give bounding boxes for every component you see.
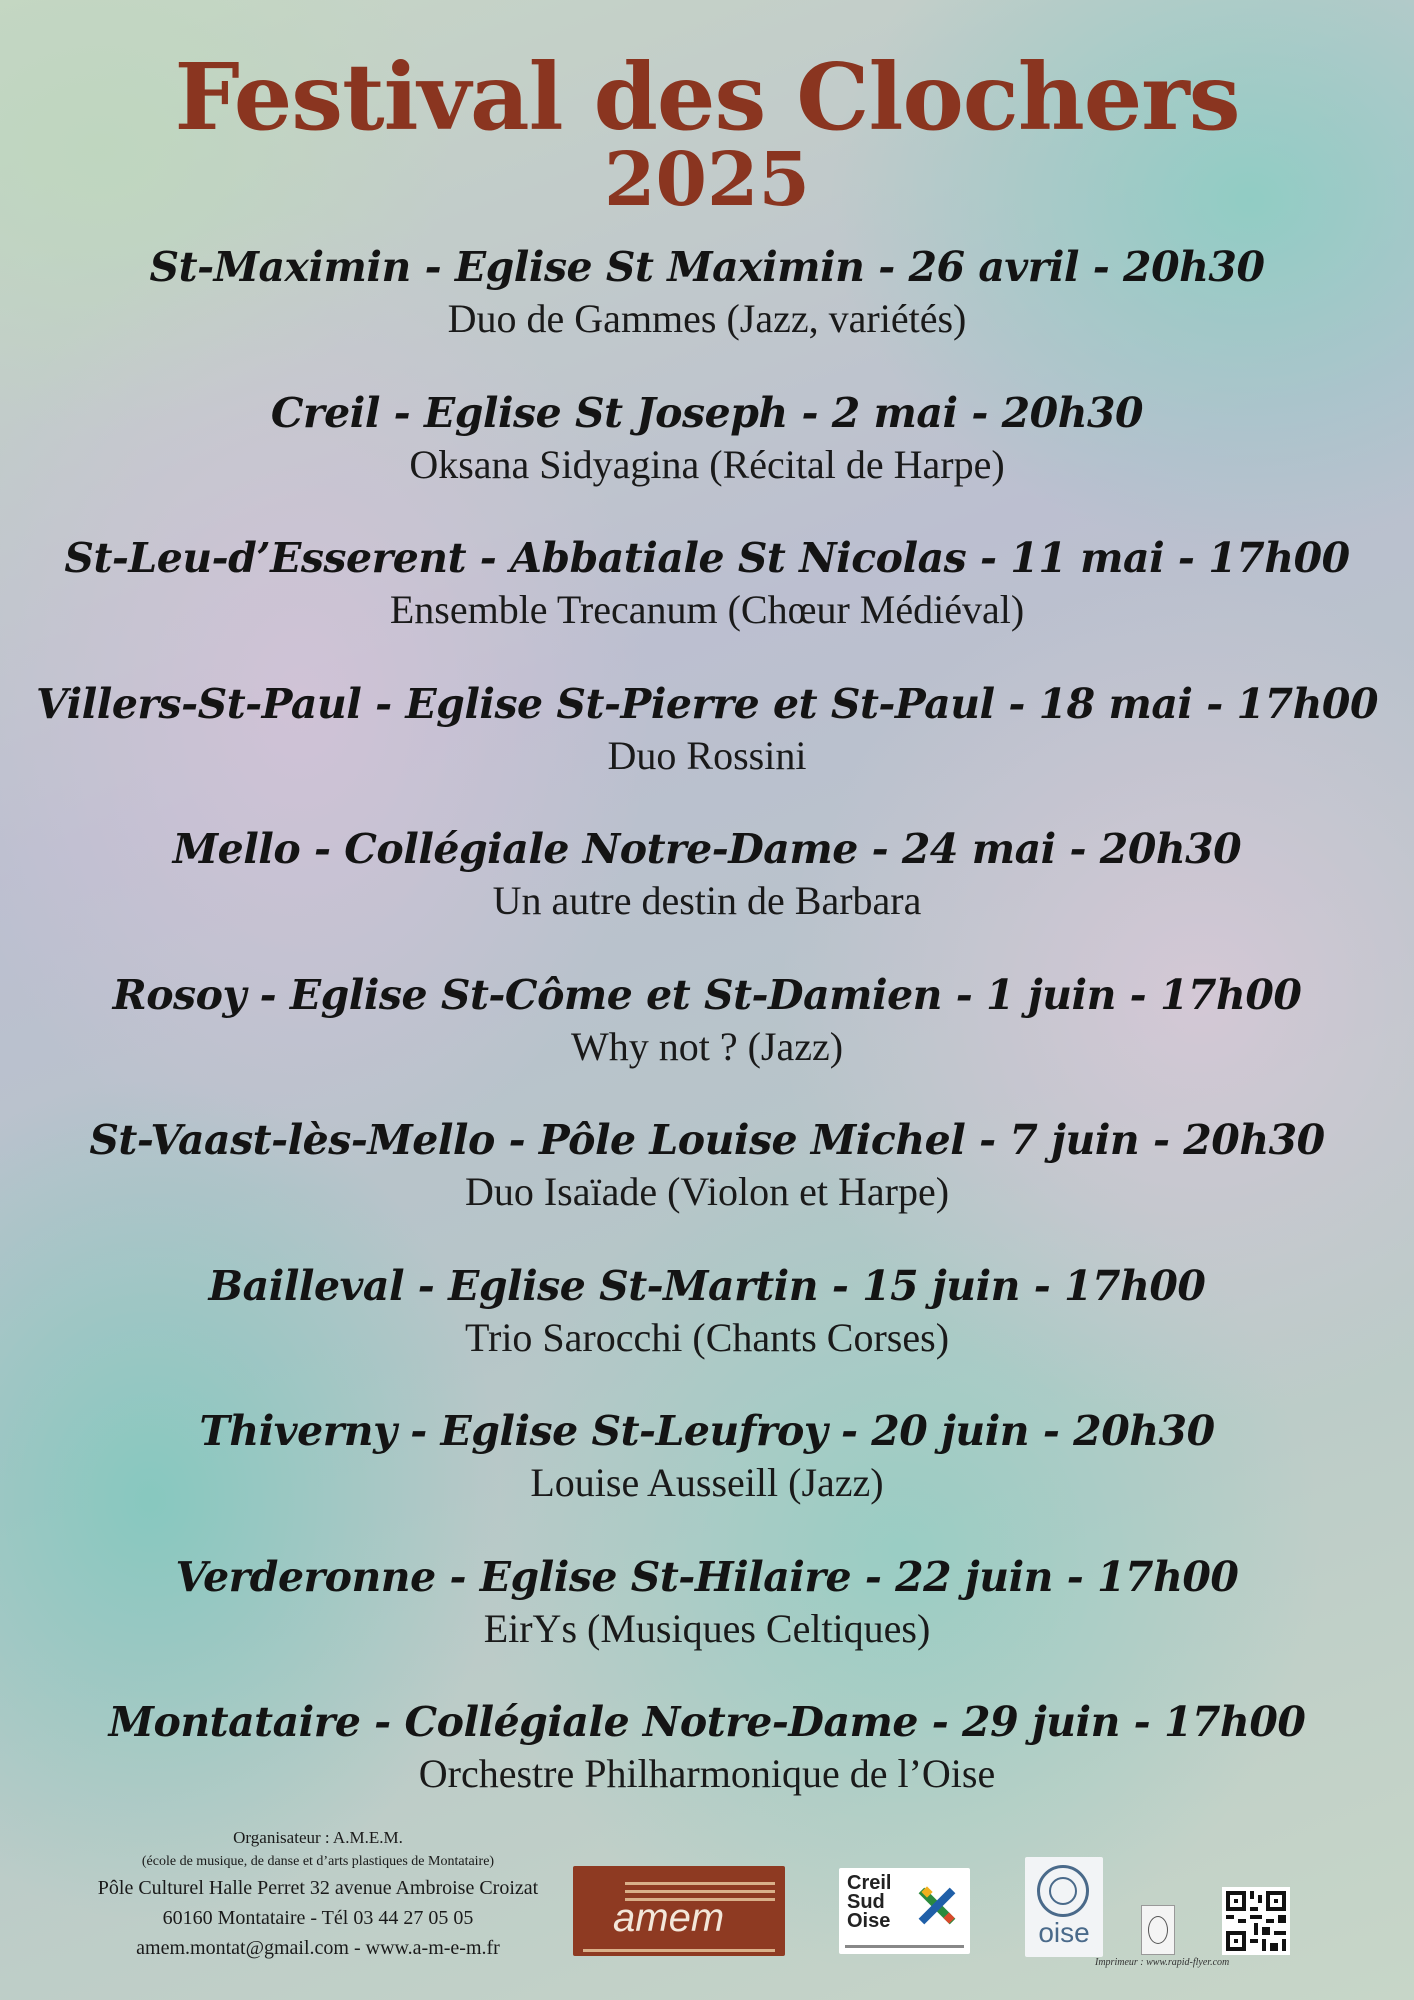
event-program: Trio Sarocchi (Chants Corses) (464, 1314, 950, 1360)
creil-sud-oise-logo-subtitle (845, 1945, 964, 1948)
event-heading: St-Leu-d’Esserent - Abbatiale St Nicolas - 11 mai - 17h00 (64, 534, 1350, 582)
oise-logo-text: oise (1038, 1917, 1090, 1948)
organizer-address: Pôle Culturel Halle Perret 32 avenue Ambroise Croizat (97, 1877, 539, 1899)
printer-credit: Imprimeur : www.rapid-flyer.com (1095, 1957, 1230, 1968)
qr-code-icon[interactable] (1222, 1887, 1290, 1955)
event-heading: St-Maximin - Eglise St Maximin - 26 avril - 20h30 (149, 243, 1265, 291)
oise-department-logo (1025, 1857, 1103, 1957)
organizer-info (78, 1825, 558, 1963)
event-program: Why not ? (Jazz) (570, 1023, 844, 1069)
event-program: Duo Rossini (607, 732, 807, 778)
event-item (0, 240, 1414, 386)
event-item (0, 822, 1414, 968)
event-heading: Bailleval - Eglise St-Martin - 15 juin - 17h00 (208, 1261, 1206, 1310)
event-heading: Mello - Collégiale Notre-Dame - 24 mai - 20h30 (172, 825, 1242, 873)
event-item (0, 386, 1414, 532)
event-program: Duo Isaïade (Violon et Harpe) (464, 1169, 950, 1214)
organizer-phone: 60160 Montataire - Tél 03 44 27 05 05 (162, 1907, 474, 1929)
amem-logo (573, 1866, 785, 1956)
festival-year: 2025 (604, 137, 810, 223)
event-item (0, 1259, 1414, 1405)
event-heading: Verderonne - Eglise St-Hilaire - 22 juin - 17h00 (175, 1552, 1239, 1601)
event-program: Orchestre Philharmonique de l’Oise (418, 1751, 996, 1796)
festival-title: Festival des Clochers (174, 43, 1240, 151)
event-item (0, 1695, 1414, 1841)
event-program: Oksana Sidyagina (Récital de Harpe) (409, 441, 1005, 487)
organizer-description: (école de musique, de danse et d’arts plastiques de Montataire) (141, 1854, 495, 1869)
imprimerie-logo (1141, 1905, 1175, 1955)
creil-sud-oise-mark-icon (909, 1878, 965, 1934)
event-program: EirYs (Musiques Celtiques) (483, 1605, 931, 1651)
event-heading: Rosoy - Eglise St-Côme et St-Damien - 1 juin - 17h00 (112, 970, 1302, 1019)
event-item (0, 1550, 1414, 1696)
amem-logo-tagline (583, 1949, 775, 1952)
event-heading: St-Vaast-lès-Mello - Pôle Louise Michel - 7 juin - 20h30 (89, 1116, 1325, 1164)
event-item (0, 531, 1414, 677)
event-item (0, 968, 1414, 1114)
event-heading: Montataire - Collégiale Notre-Dame - 29 juin - 17h00 (108, 1698, 1306, 1746)
event-heading: Villers-St-Paul - Eglise St-Pierre et St-Paul - 18 mai - 17h00 (36, 679, 1378, 728)
organizer-name: Organisateur : A.M.E.M. (233, 1828, 403, 1847)
event-program: Un autre destin de Barbara (492, 878, 922, 923)
event-item (0, 1113, 1414, 1259)
creil-sud-oise-logo (839, 1868, 970, 1954)
event-list (0, 240, 1414, 1841)
event-heading: Creil - Eglise St Joseph - 2 mai - 20h30 (270, 388, 1144, 437)
creil-sud-oise-logo-text: Creil Sud Oise (847, 1872, 892, 1932)
event-heading: Thiverny - Eglise St-Leufroy - 20 juin - 20h30 (199, 1407, 1215, 1455)
amem-logo-text: amem (613, 1896, 725, 1940)
event-item (0, 1404, 1414, 1550)
event-program: Duo de Gammes (Jazz, variétés) (447, 296, 967, 341)
event-program: Ensemble Trecanum (Chœur Médiéval) (389, 587, 1025, 632)
oise-logo-inner-ring-icon (1049, 1877, 1077, 1905)
organizer-contact: amem.montat@gmail.com - www.a-m-e-m.fr (136, 1937, 500, 1959)
event-program: Louise Ausseill (Jazz) (530, 1460, 884, 1505)
event-item (0, 677, 1414, 823)
imprimerie-mark-icon (1148, 1916, 1168, 1944)
